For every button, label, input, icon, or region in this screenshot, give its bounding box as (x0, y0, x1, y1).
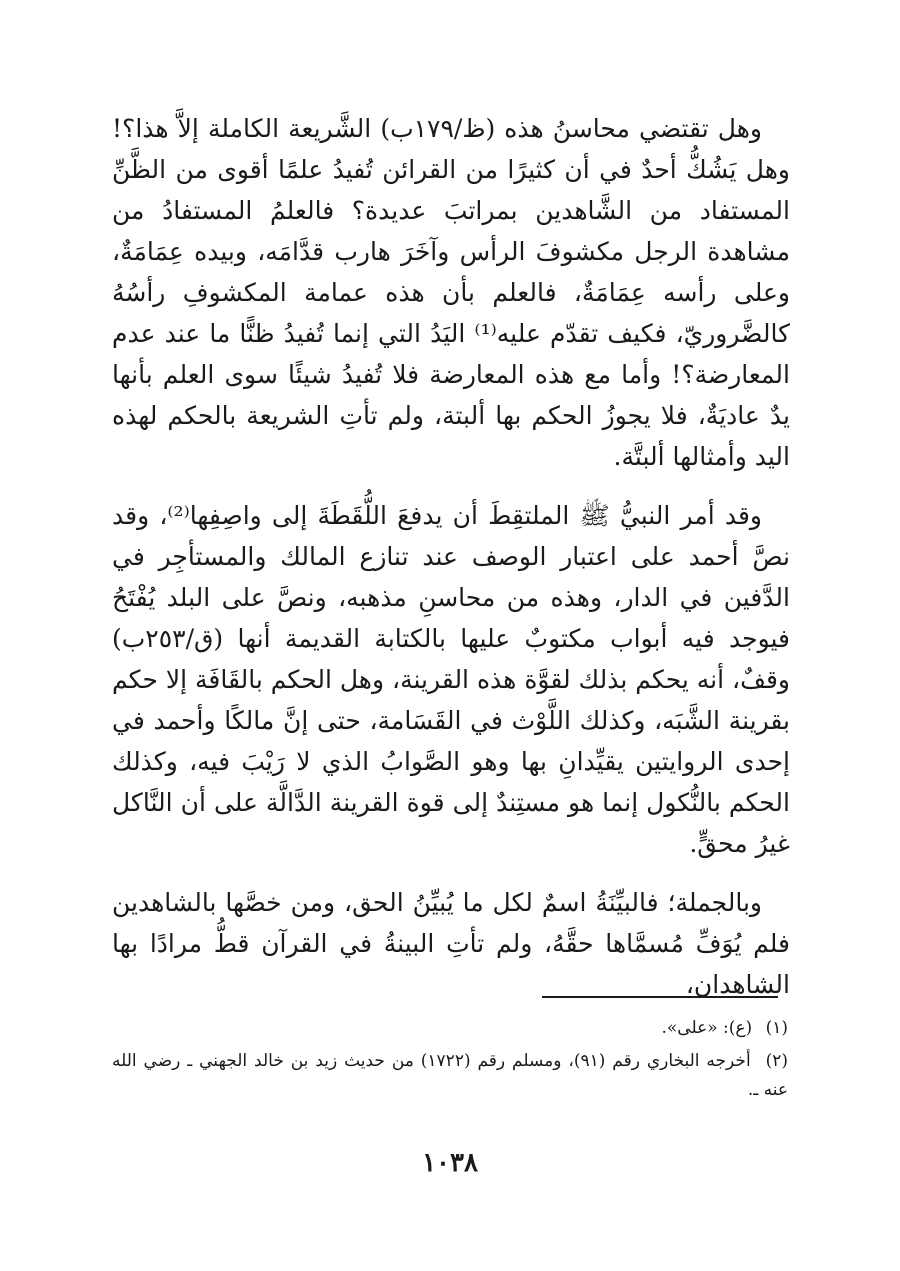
footnote-divider (542, 996, 778, 998)
paragraph-2: وقد أمر النبيُّ ﷺ الملتقِطَ أن يدفعَ اللُّقَطَةَ إلى واصِفِها⁽²⁾، وقد نصَّ أحمد على اعتبار الوصف عند تنازع المالك والمستأجِر في الدَّفين في الدار، وهذه من محاسنِ مذهبه، ونصَّ على البلد يُفْتَحُ فيوجد فيه أبواب مكتوبٌ عليها بالكتابة القديمة أنها (ق/٢٥٣ب) وقفٌ، أنه يحكم بذلك لقوَّة هذه القرينة، وهل الحكم بالقَافَة إلا حكم بقرينة الشَّبَه، وكذلك اللَّوْث في القَسَامة، حتى إنَّ مالكًا وأحمد في إحدى الروايتين يقيِّدانِ بها وهو الصَّوابُ الذي لا رَيْبَ فيه، وكذلك الحكم بالنُّكول إنما هو مستِندٌ إلى قوة القرينة الدَّالَّة على أن النَّاكل غيرُ محقٍّ. (112, 501, 790, 858)
paragraph-1: وهل تقتضي محاسنُ هذه (ظ/١٧٩ب) الشَّريعة الكاملة إلاَّ هذا؟! وهل يَشُكُّ أحدٌ في أن كثيرًا من القرائن تُفيدُ علمًا أقوى من الظَّنِّ المستفاد من الشَّاهدين بمراتبَ عديدة؟ فالعلمُ المستفادُ من مشاهدة الرجل مكشوفَ الرأس وآخَرَ هارب قدَّامَه، وبيده عِمَامَةٌ، وعلى رأسه عِمَامَةٌ، فالعلم بأن هذه عمامة المكشوفِ رأسُهُ كالضَّروريّ، فكيف تقدّم عليه⁽¹⁾ اليَدُ التي إنما تُفيدُ ظنًّا ما عند عدم المعارضة؟! وأما مع هذه المعارضة فلا تُفيدُ شيئًا سوى العلم بأنها يدٌ عاديَةٌ، فلا يجوزُ الحكم بها ألبتة، ولم تأتِ الشريعة بالحكم لهذه اليد وأمثالها ألبتَّة. (112, 114, 790, 471)
paragraph-3: وبالجملة؛ فالبيِّنَةُ اسمٌ لكل ما يُبيِّنُ الحق، ومن خصَّها بالشاهدين فلم يُوَفِّ مُسمَّاها حقَّهُ، ولم تأتِ البينةُ في القرآن قطُّ مرادًا بها الشاهدان، (112, 888, 790, 999)
footnote-1 (112, 1014, 788, 1043)
footnote-number: (١) (765, 1018, 788, 1038)
footnote-text: أخرجه البخاري رقم (٩١)، ومسلم رقم (١٧٢٢) من حديث زيد بن خالد الجهني ـ رضي الله عنه ـ. (112, 1051, 788, 1100)
footnote-number: (٢) (765, 1051, 788, 1071)
page-number: ١٠٣٨ (422, 1148, 478, 1178)
footnote-text: (ع): «على». (661, 1018, 753, 1038)
footnote-2 (112, 1047, 788, 1105)
main-text (112, 108, 790, 1005)
footnotes (112, 1014, 788, 1109)
